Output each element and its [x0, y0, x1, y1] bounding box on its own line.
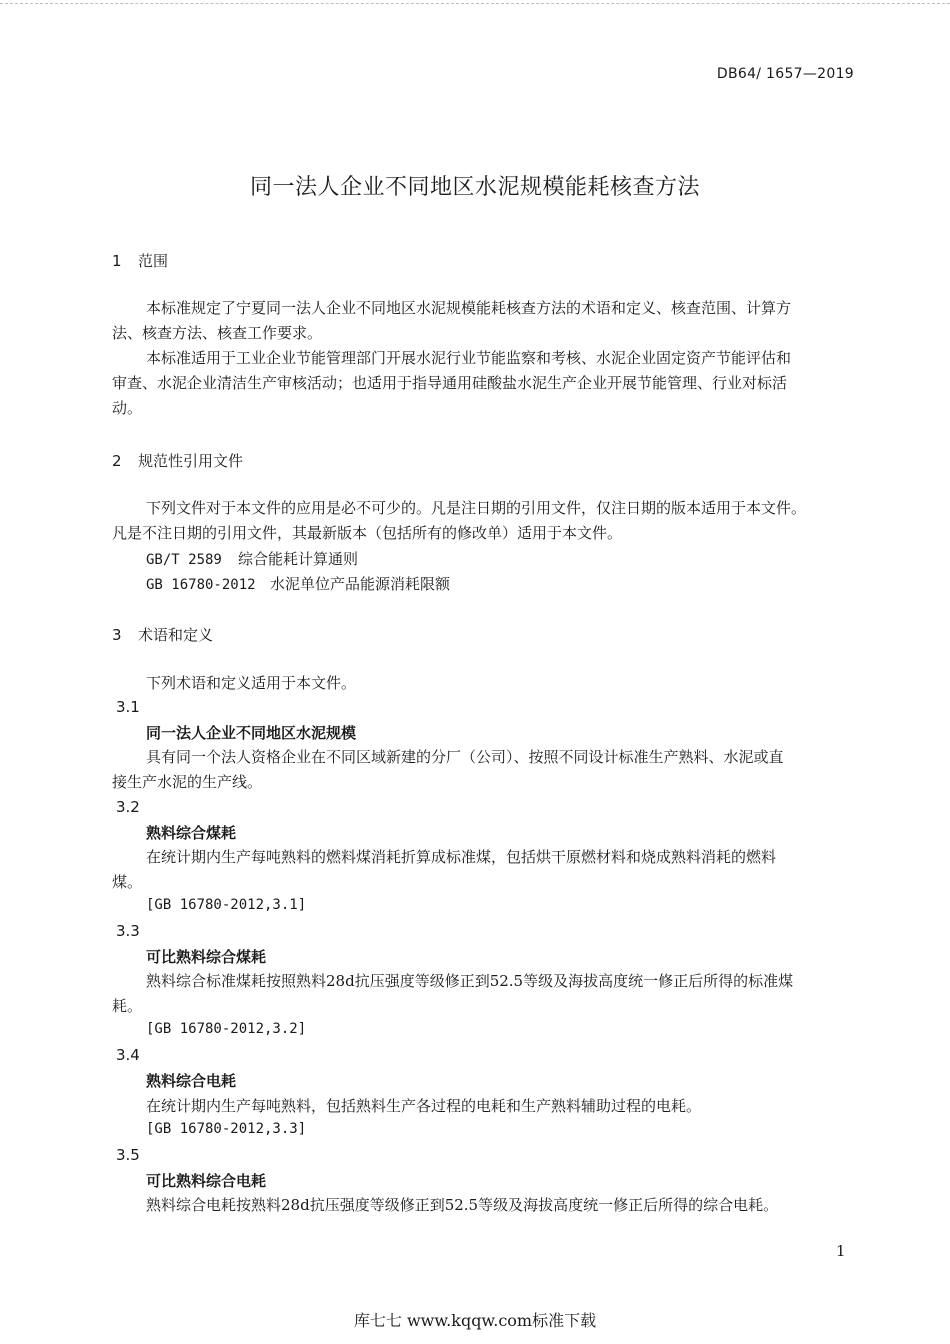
section-3-title: 术语和定义 — [138, 626, 214, 644]
document-title: 同一法人企业不同地区水泥规模能耗核查方法 — [249, 175, 700, 200]
section-3-heading — [112, 624, 213, 645]
clause-3-2-definition-line-2: 煤。 — [112, 873, 143, 891]
normative-ref-2-code: GB 16780-2012 — [146, 577, 256, 593]
section-1-heading — [112, 250, 168, 271]
normative-paragraph-line-2: 凡是不注日期的引用文件，其最新版本（包括所有的修改单）适用于本文件。 — [112, 524, 623, 542]
clause-3-3-number: 3.3 — [116, 922, 140, 940]
clause-3-4-number: 3.4 — [116, 1046, 140, 1064]
clause-3-5-number: 3.5 — [116, 1146, 140, 1164]
section-1-number: 1 — [112, 252, 122, 270]
clause-3-5-definition-line-1: 熟料综合电耗按熟料28d抗压强度等级修正到52.5等级及海拔高度统一修正后所得的综合电耗。 — [146, 1196, 779, 1214]
scope-paragraph-2-line-3: 动。 — [112, 399, 143, 417]
clause-3-3-source: [GB 16780-2012,3.2] — [146, 1021, 307, 1037]
clause-3-3-definition-line-2: 耗。 — [112, 997, 143, 1015]
normative-ref-1 — [146, 548, 358, 569]
clause-3-3-definition-line-1: 熟料综合标准煤耗按照熟料28d抗压强度等级修正到52.5等级及海拔高度统一修正后所得的标准煤 — [146, 972, 794, 990]
normative-ref-2-title: 水泥单位产品能源消耗限额 — [270, 575, 451, 593]
clause-3-2-term: 熟料综合煤耗 — [146, 824, 237, 842]
scope-paragraph-2-line-2: 审查、水泥企业清洁生产审核活动；也适用于指导通用硅酸盐水泥生产企业开展节能管理、行业对标活 — [112, 374, 788, 392]
clause-3-4-definition-line-1: 在统计期内生产每吨熟料，包括熟料生产各过程的电耗和生产熟料辅助过程的电耗。 — [146, 1097, 702, 1115]
clause-3-3-term: 可比熟料综合煤耗 — [146, 948, 267, 966]
scope-paragraph-1-line-2: 法、核查方法、核查工作要求。 — [112, 324, 323, 342]
section-2-title: 规范性引用文件 — [138, 452, 244, 470]
clause-3-2-definition-line-1: 在统计期内生产每吨熟料的燃料煤消耗折算成标准煤，包括烘干原燃材料和烧成熟料消耗的燃料 — [146, 848, 777, 866]
normative-ref-1-code: GB/T 2589 — [146, 552, 222, 568]
section-1-title: 范围 — [138, 252, 169, 270]
clause-3-1-definition-line-1: 具有同一个法人资格企业在不同区域新建的分厂（公司）、按照不同设计标准生产熟料、水泥或直 — [146, 748, 784, 766]
section-2-number: 2 — [112, 452, 122, 470]
scope-paragraph-2-line-1: 本标准适用于工业企业节能管理部门开展水泥行业节能监察和考核、水泥企业固定资产节能评估和 — [146, 349, 792, 367]
page-number: 1 — [836, 1242, 846, 1260]
clause-3-5-term: 可比熟料综合电耗 — [146, 1172, 267, 1190]
standard-code: DB64/ 1657—2019 — [716, 66, 854, 82]
scope-paragraph-1-line-1: 本标准规定了宁夏同一法人企业不同地区水泥规模能耗核查方法的术语和定义、核查范围、计算方 — [146, 299, 792, 317]
footer-watermark-text: 库七七 www.kqqw.com标准下载 — [353, 1311, 597, 1330]
top-border-line — [0, 3, 950, 4]
normative-ref-2 — [146, 573, 450, 594]
clause-3-1-definition-line-2: 接生产水泥的生产线。 — [112, 773, 263, 791]
terms-intro: 下列术语和定义适用于本文件。 — [146, 674, 357, 692]
clause-3-2-source: [GB 16780-2012,3.1] — [146, 897, 307, 913]
normative-paragraph-line-1: 下列文件对于本文件的应用是必不可少的。凡是注日期的引用文件，仅注日期的版本适用于本文件。 — [146, 499, 807, 517]
clause-3-2-number: 3.2 — [116, 798, 140, 816]
clause-3-1-number: 3.1 — [116, 698, 140, 716]
clause-3-1-term: 同一法人企业不同地区水泥规模 — [146, 724, 357, 742]
section-3-number: 3 — [112, 626, 122, 644]
section-2-heading — [112, 450, 243, 471]
clause-3-4-term: 熟料综合电耗 — [146, 1072, 237, 1090]
normative-ref-1-title: 综合能耗计算通则 — [238, 550, 359, 568]
clause-3-4-source: [GB 16780-2012,3.3] — [146, 1121, 307, 1137]
